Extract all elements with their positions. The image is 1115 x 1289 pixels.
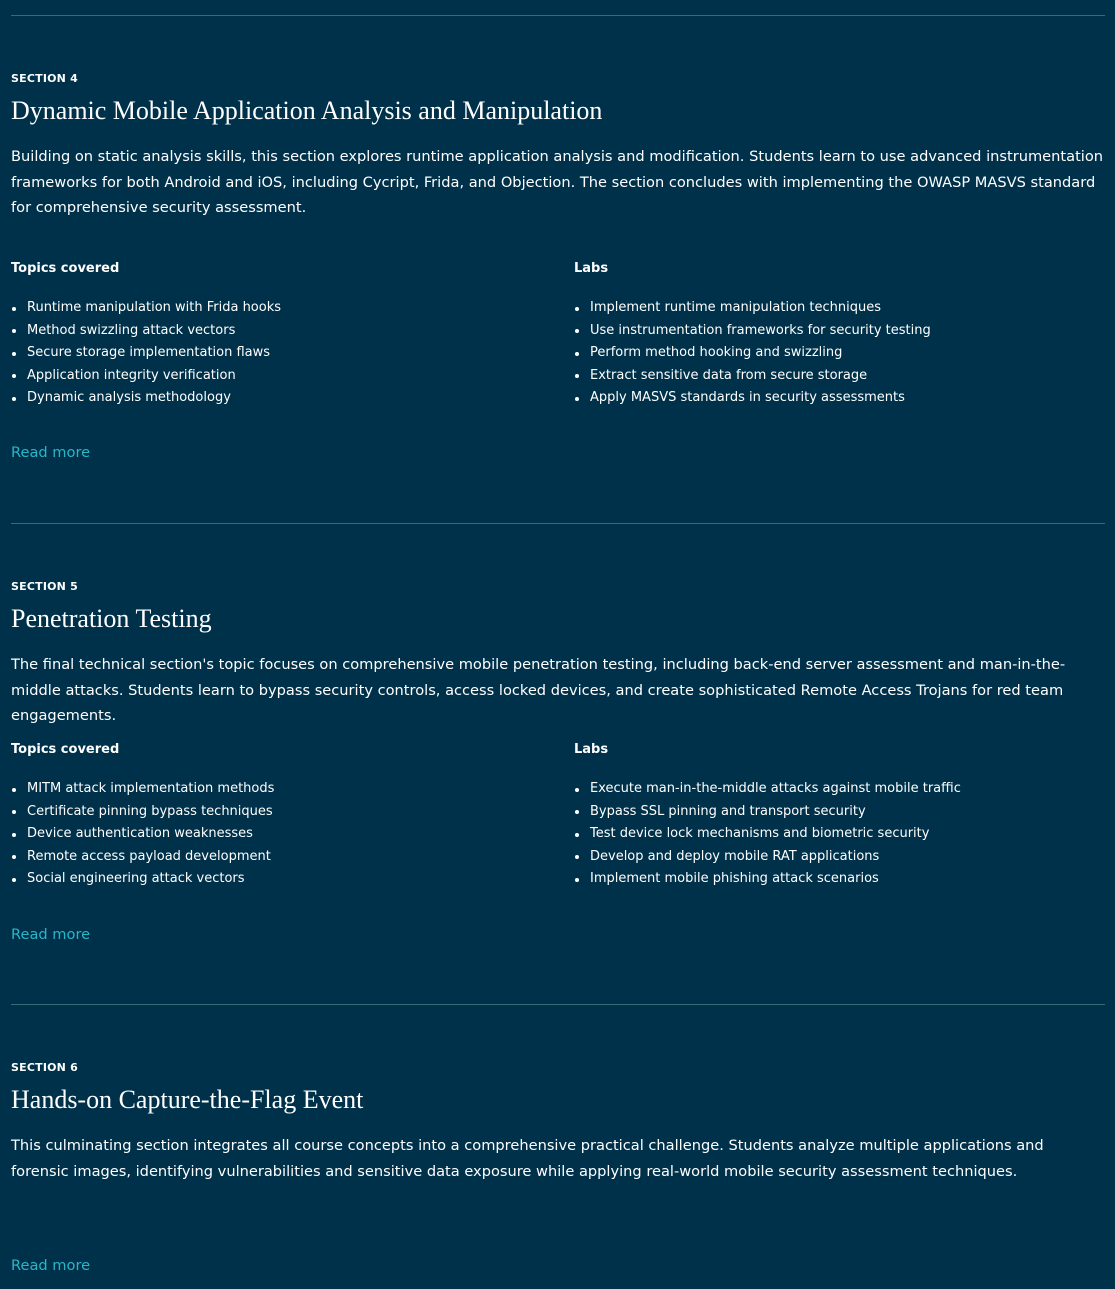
read-more-link[interactable]: Read more	[11, 926, 91, 943]
list-item: Remote access payload development	[11, 846, 274, 869]
labs-list	[574, 297, 931, 410]
section-title: Hands-on Capture-the-Flag Event	[11, 1085, 364, 1114]
topics-heading: Topics covered	[11, 261, 120, 276]
section-description: This culminating section integrates all course concepts into a comprehensive practical challenge. Students analyze multiple applications and forensic images, identifying vulnerabilities and sensitive data exposure while applying real-world mobile security assessment techniques.	[11, 1137, 1044, 1180]
section-title: Penetration Testing	[11, 604, 212, 633]
list-item: Apply MASVS standards in security assessments	[574, 387, 931, 410]
labs-heading: Labs	[574, 261, 609, 276]
list-item: Device authentication weaknesses	[11, 823, 274, 846]
list-item: Secure storage implementation flaws	[11, 342, 281, 365]
list-item: Bypass SSL pinning and transport security	[574, 801, 961, 824]
section-title: Dynamic Mobile Application Analysis and Manipulation	[11, 96, 603, 125]
list-item: Implement runtime manipulation techniques	[574, 297, 931, 320]
list-item: Social engineering attack vectors	[11, 868, 274, 891]
labs-list	[574, 778, 961, 891]
list-item: Runtime manipulation with Frida hooks	[11, 297, 281, 320]
list-item: Test device lock mechanisms and biometric security	[574, 823, 961, 846]
section-divider	[11, 1004, 1105, 1005]
section-description: Building on static analysis skills, this section explores runtime application analysis and modification. Students learn to use advanced instrumentation frameworks for both Android and iOS, including Cycript, Frida, and Objection. The section concludes with implementing the OWASP MASVS standard for comprehensive security assessment.	[11, 148, 1104, 216]
list-item: Use instrumentation frameworks for security testing	[574, 320, 931, 343]
list-item: Develop and deploy mobile RAT applications	[574, 846, 961, 869]
section-label: SECTION 4	[11, 72, 78, 85]
section-divider	[11, 523, 1105, 524]
list-item: Application integrity verification	[11, 365, 281, 388]
list-item: Dynamic analysis methodology	[11, 387, 281, 410]
list-item: MITM attack implementation methods	[11, 778, 274, 801]
section-divider	[11, 15, 1105, 16]
labs-heading: Labs	[574, 742, 609, 757]
section-label: SECTION 5	[11, 580, 78, 593]
read-more-link[interactable]: Read more	[11, 444, 91, 461]
topics-list	[11, 297, 281, 410]
list-item: Extract sensitive data from secure storage	[574, 365, 931, 388]
list-item: Implement mobile phishing attack scenarios	[574, 868, 961, 891]
list-item: Method swizzling attack vectors	[11, 320, 281, 343]
topics-list	[11, 778, 274, 891]
list-item: Certificate pinning bypass techniques	[11, 801, 274, 824]
section-description: The final technical section's topic focuses on comprehensive mobile penetration testing, including back-end server assessment and man-in-the-middle attacks. Students learn to bypass security controls, access locked devices, and create sophisticated Remote Access Trojans for red team engagements.	[11, 656, 1066, 724]
list-item: Perform method hooking and swizzling	[574, 342, 931, 365]
read-more-link[interactable]: Read more	[11, 1257, 91, 1274]
list-item: Execute man-in-the-middle attacks against mobile traffic	[574, 778, 961, 801]
topics-heading: Topics covered	[11, 742, 120, 757]
section-label: SECTION 6	[11, 1061, 78, 1074]
